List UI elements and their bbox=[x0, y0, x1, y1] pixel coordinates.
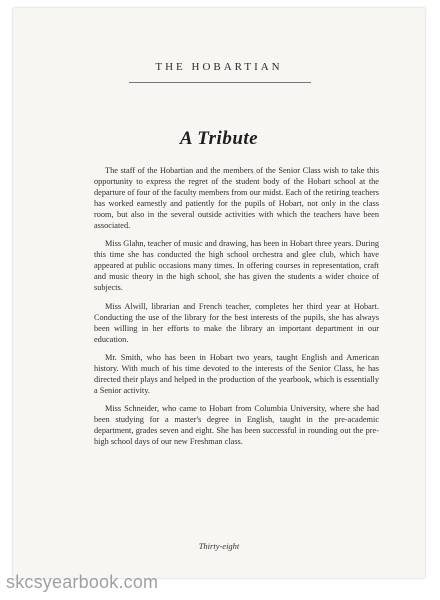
page-number: Thirty-eight bbox=[198, 541, 240, 551]
paragraph-glahn: Miss Glahn, teacher of music and drawing, has been in Hobart three years. During this time she has conducted the high school orchestra and glee club, which have appeared at public occasions many times. In offering courses in representation, craft and music theory in the high school, she has given the students a wider choice of subjects. bbox=[94, 239, 379, 293]
site-watermark: skcsyearbook.com bbox=[6, 572, 159, 592]
header-rule bbox=[129, 82, 311, 83]
running-head: THE HOBARTIAN bbox=[155, 61, 283, 73]
paragraph-smith: Mr. Smith, who has been in Hobart two years, taught English and American history. With much of his time devoted to the interests of the Senior Class, he has directed their plays and helped in the production of the yearbook, which is essentially a Senior activity. bbox=[94, 352, 379, 395]
article-title: A Tribute bbox=[179, 128, 259, 149]
paragraph-intro: The staff of the Hobartian and the members of the Senior Class wish to take this opportunity to express the regret of the student body of the Hobart school at the departure of four of the faculty members from our midst. Each of the retiring teachers has worked earnestly and patiently for the pupils of Hobart, not only in the class room, but also in the several outside activities with which the teachers have been associated. bbox=[94, 166, 379, 231]
paragraph-schneider: Miss Schneider, who came to Hobart from Columbia University, where she had been studying for a master's degree in English, taught in the pre-academic department, grades seven and eight. She has been successful in rounding out the pre-high school days of our new Freshman class. bbox=[94, 403, 379, 447]
paragraph-alwill: Miss Alwill, librarian and French teacher, completes her third year at Hobart. Conducting the use of the library for the best interests of the pupils, she has always been willing in her efforts to make the library an important department in our education. bbox=[94, 301, 379, 344]
article-body bbox=[94, 165, 379, 454]
yearbook-page bbox=[13, 8, 425, 578]
